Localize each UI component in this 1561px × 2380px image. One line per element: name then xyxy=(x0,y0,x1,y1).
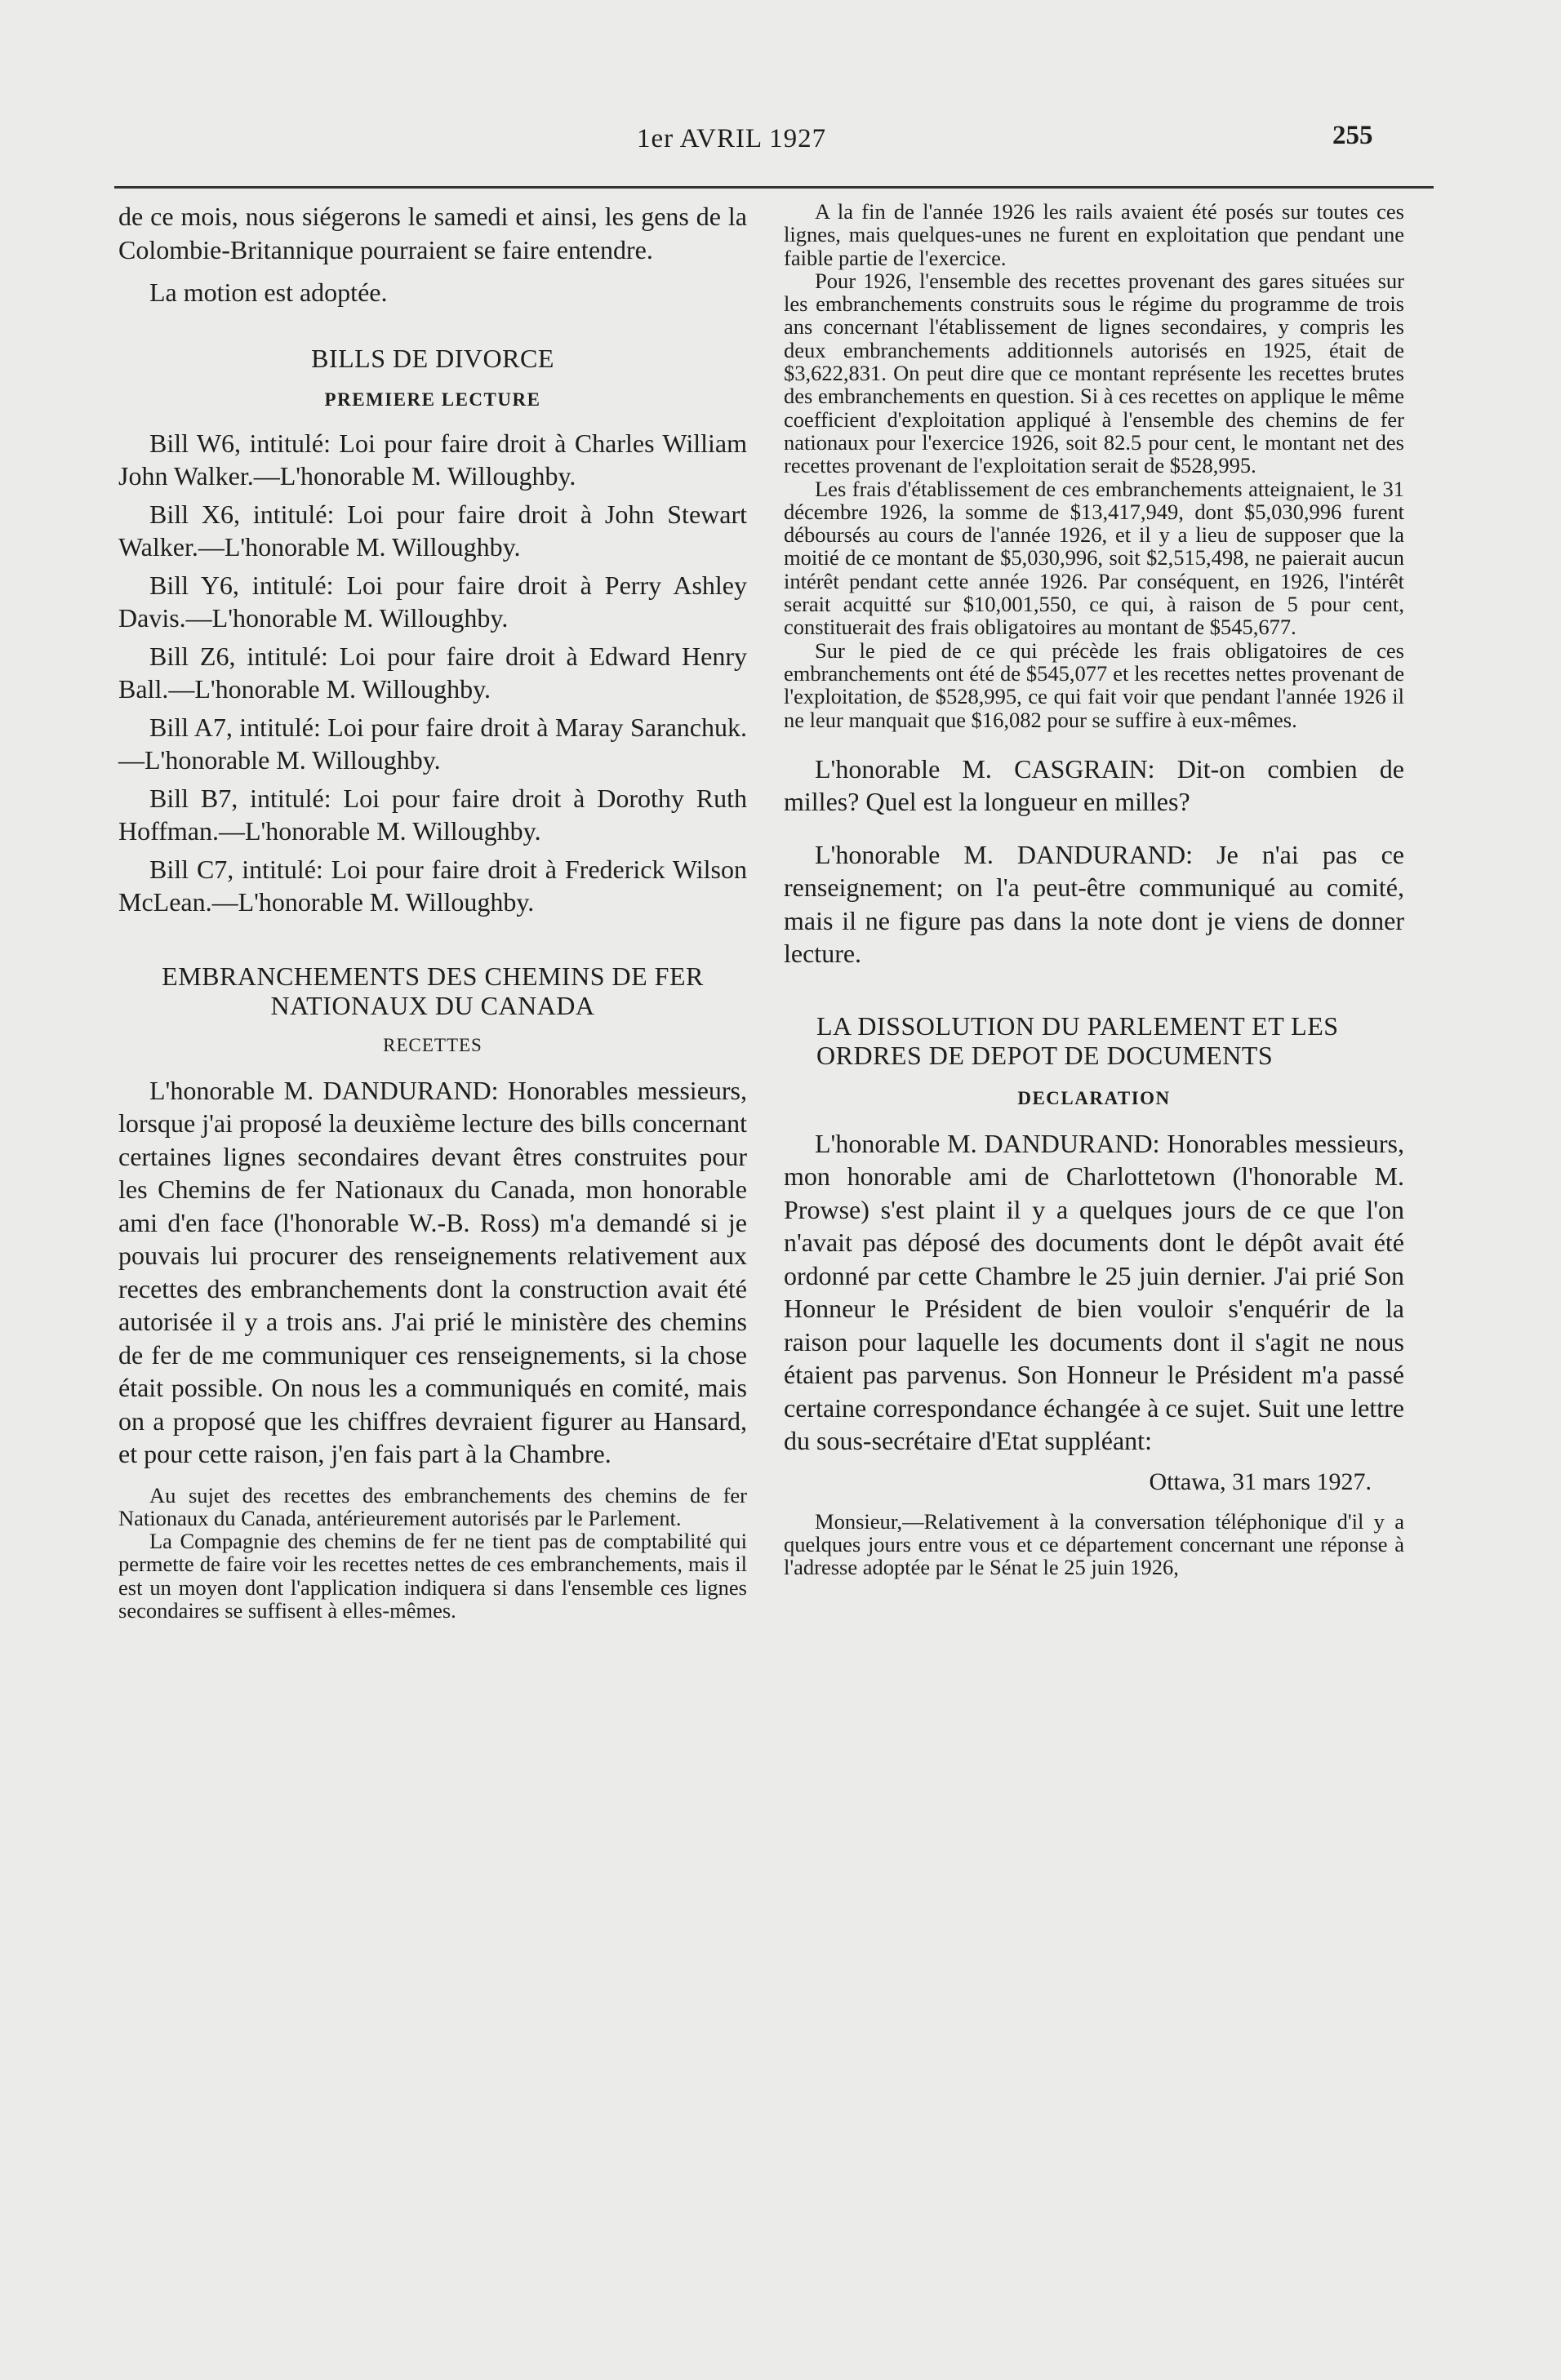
paragraph: La motion est adoptée. xyxy=(149,278,388,307)
quoted-paragraph: A la fin de l'année 1926 les rails avaient été posés sur toutes ces lignes, mais quelques-unes ne furent en exploitation que pendant une faible partie de l'exercice. xyxy=(784,199,1404,270)
header-rule xyxy=(114,186,1434,189)
bill-item: Bill Z6, intitulé: Loi pour faire droit à Edward Henry Ball.—L'honorable M. Willoughby. xyxy=(118,641,747,704)
quoted-paragraph: La Compagnie des chemins de fer ne tient pas de comptabilité qui permette de faire voir les recettes nettes de ces embranchements, mais il est un moyen dont l'application indiquera si dans l'ensemble ces lignes secondaires se suffisent à elles-mêmes. xyxy=(118,1529,747,1623)
header-date: 1er AVRIL 1927 xyxy=(637,124,827,153)
bill-item: Bill Y6, intitulé: Loi pour faire droit à Perry Ashley Davis.—L'honorable M. Willoughby. xyxy=(118,570,747,633)
quoted-paragraph: Les frais d'établissement de ces embranchements atteignaient, le 31 décembre 1926, la somme de $13,417,949, dont $5,030,996 furent déboursés au cours de l'année 1926, et il y a lieu de supposer que la moitié de ce montant de $5,030,996, soit $2,515,498, ne paierait aucun intérêt pendant cette année 1926. Par conséquent, en 1926, l'intérêt serait acquitté sur $10,001,550, ce qui, à raison de 5 pour cent, constituerait des frais obligatoires au montant de $545,677. xyxy=(784,476,1404,640)
section-subheading: RECETTES xyxy=(383,1034,483,1055)
paragraph: L'honorable M. DANDURAND: Honorables messieurs, lorsque j'ai proposé la deuxième lecture des bills concernant certaines lignes secondaires devant êtres construites pour les Chemins de fer Nationaux du Canada, mon honorable ami d'en face (l'honorable W.-B. Ross) m'a demandé si je pouvais lui procurer des renseignements relativement aux recettes des embranchements dont la construction avait été autorisée il y a trois ans. J'ai prié le ministère des chemins de fer de me communiquer ces renseignements, si la chose était possible. On nous les a communiqués en comité, mais on a proposé que les chiffres devraient figurer au Hansard, et pour cette raison, j'en fais part à la Chambre. xyxy=(118,1075,747,1468)
paragraph: L'honorable M. DANDURAND: Honorables messieurs, mon honorable ami de Charlottetown (l'honorable M. Prowse) s'est plaint il y a quelques jours de ce que l'on n'avait pas déposé des documents dont le dépôt avait été ordonné par cette Chambre le 25 juin dernier. J'ai prié Son Honneur le Président de bien vouloir s'enquérir de la raison pour laquelle les documents dont il s'agit ne nous étaient pas parvenus. Son Honneur le Président m'a passé certaine correspondance échangée à ce sujet. Suit une lettre du sous-secrétaire d'Etat suppléant: xyxy=(784,1128,1404,1456)
quoted-paragraph: Pour 1926, l'ensemble des recettes provenant des gares situées sur les embranchements construits sous le régime du programme de trois ans concernant l'établissement de lignes secondaires, y compris les deux embranchements additionnels autorisés en 1925, était de $3,622,831. On peut dire que ce montant représente les recettes brutes des embranchements en question. Si à ces recettes on applique le même coefficient d'exploitation appliqué à l'ensemble des chemins de fer nationaux pour l'exercice 1926, soit 82.5 pour cent, le montant net des recettes provenant de l'exploitation serait de $528,995. xyxy=(784,268,1404,478)
paragraph: L'honorable M. DANDURAND: Je n'ai pas ce renseignement; on l'a peut-être communiqué au comité, mais il ne figure pas dans la note dont je viens de donner lecture. xyxy=(784,839,1404,969)
quoted-paragraph: Au sujet des recettes des embranchements des chemins de fer Nationaux du Canada, antérieurement autorisés par le Parlement. xyxy=(118,1482,747,1530)
paragraph: L'honorable M. CASGRAIN: Dit-on combien de milles? Quel est la longueur en milles? xyxy=(784,753,1404,817)
section-heading: BILLS DE DIVORCE xyxy=(311,343,554,373)
section-subheading: DECLARATION xyxy=(1017,1087,1171,1108)
bill-item: Bill A7, intitulé: Loi pour faire droit à Maray Saranchuk.—L'honorable M. Willoughby. xyxy=(118,712,747,775)
bill-item: Bill X6, intitulé: Loi pour faire droit à John Stewart Walker.—L'honorable M. Willoughby. xyxy=(118,499,747,562)
section-heading: EMBRANCHEMENTS DES CHEMINS DE FER NATIONAUX DU CANADA xyxy=(162,961,704,1020)
page-number: 255 xyxy=(1332,121,1373,150)
letter-dateline: Ottawa, 31 mars 1927. xyxy=(1149,1468,1372,1495)
quoted-paragraph: Sur le pied de ce qui précède les frais obligatoires de ces embranchements ont été de $545,077 et les recettes nettes provenant de l'exploitation, de $528,995, ce qui fait voir que pendant l'année 1926 il ne leur manquait que $16,082 pour se suffire à eux-mêmes. xyxy=(784,637,1404,732)
bill-item: Bill B7, intitulé: Loi pour faire droit à Dorothy Ruth Hoffman.—L'honorable M. Willoughby. xyxy=(118,783,747,846)
paragraph: de ce mois, nous siégerons le samedi et ainsi, les gens de la Colombie-Britannique pourraient se faire entendre. xyxy=(118,202,747,264)
right-column xyxy=(784,200,1404,1579)
left-column xyxy=(118,200,747,1622)
quoted-paragraph: Monsieur,—Relativement à la conversation téléphonique d'il y a quelques jours entre vous et ce département concernant une réponse à l'adresse adoptée par le Sénat le 25 juin 1926, xyxy=(784,1508,1404,1580)
bill-item: Bill C7, intitulé: Loi pour faire droit à Frederick Wilson McLean.—L'honorable M. Willoughby. xyxy=(118,854,747,917)
section-heading: LA DISSOLUTION DU PARLEMENT ET LES ORDRES DE DEPOT DE DOCUMENTS xyxy=(816,1010,1339,1070)
section-subheading: PREMIERE LECTURE xyxy=(324,389,541,410)
bill-item: Bill W6, intitulé: Loi pour faire droit à Charles William John Walker.—L'honorable M. Willoughby. xyxy=(118,428,747,491)
